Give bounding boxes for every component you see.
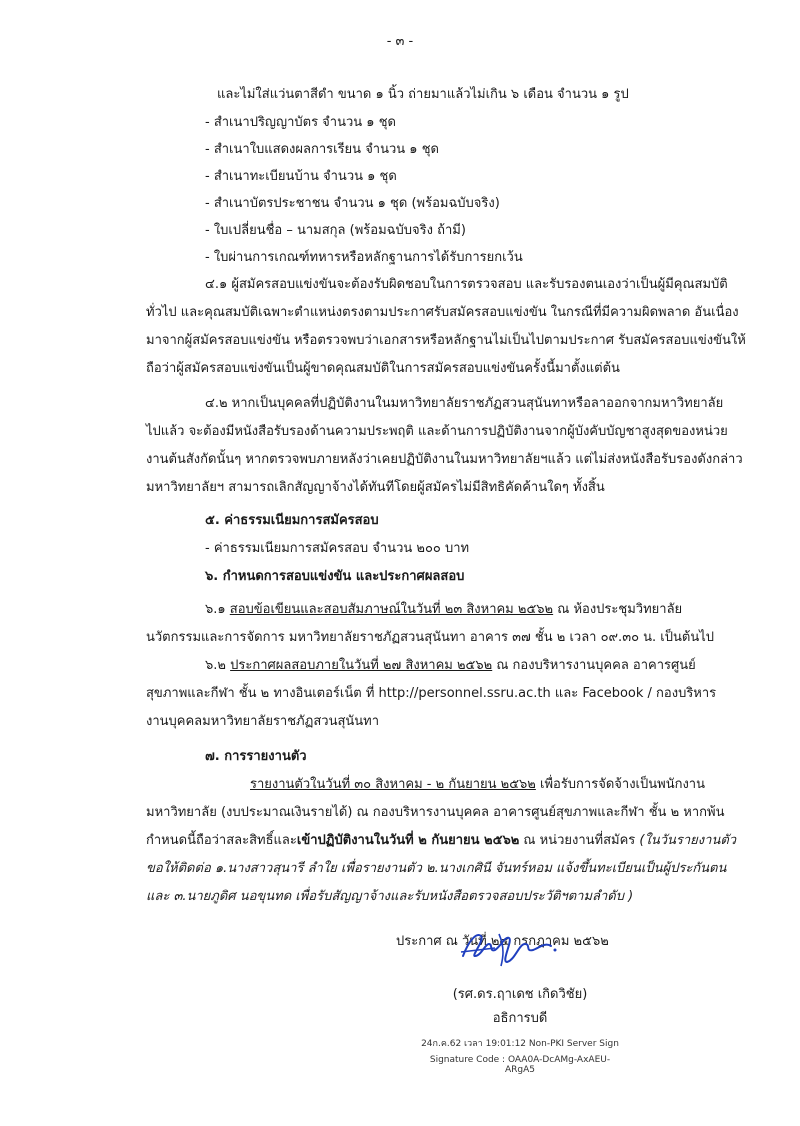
section-5-heading: ๕. ค่าธรรมเนียมการสมัครสอบ xyxy=(205,513,379,528)
para-6-2-line2: สุขภาพและกีฬา ชั้น ๒ ทางอินเตอร์เน็ต ที่ http://personnel.ssru.ac.th และ Facebook / กองบริหาร xyxy=(146,686,717,701)
para-4-2-line: งานต้นสังกัดนั้นๆ หากตรวจพบภายหลังว่าเคยปฏิบัติงานในมหาวิทยาลัยฯแล้ว แต่ไม่ส่งหนังสือรับรองดังกล่าว xyxy=(146,452,743,467)
para-4-1-line: ทั่วไป และคุณสมบัติเฉพาะตำแหน่งตรงตามประกาศรับสมัครสอบแข่งขัน ในกรณีที่มีความผิดพลาด อันเนื่อง xyxy=(146,305,739,320)
para-7-line1 xyxy=(250,775,705,795)
signer-name: (รศ.ดร.ฤาเดช เกิดวิชัย) xyxy=(452,987,588,1002)
report-note-start: (ในวันรายงานตัว xyxy=(639,833,737,848)
para-6-2-line3: งานบุคคลมหาวิทยาลัยราชภัฏสวนสุนันทา xyxy=(146,714,380,729)
report-purpose: เพื่อรับการจัดจ้างเป็นพนักงาน xyxy=(535,777,705,792)
para-4-1-line: ๔.๑ ผู้สมัครสอบแข่งขันจะต้องรับผิดชอบในการตรวจสอบ และรับรองตนเองว่าเป็นผู้มีคุณสมบัติ xyxy=(205,277,728,292)
start-work-date: เข้าปฏิบัติงานในวันที่ ๒ กันยายน ๒๕๖๒ xyxy=(296,833,520,848)
result-date: ประกาศผลสอบภายในวันที่ ๒๗ สิงหาคม ๒๕๖๒ xyxy=(230,658,493,673)
para-4-1-line: มาจากผู้สมัครสอบแข่งขัน หรือตรวจพบว่าเอกสารหรือหลักฐานไม่เป็นไปตามประกาศ รับสมัครสอบแข่งขันให้ xyxy=(146,333,746,348)
doc-item: - สำเนาทะเบียนบ้าน จำนวน ๑ ชุด xyxy=(205,169,397,184)
section-6-heading: ๖. กำหนดการสอบแข่งขัน และประกาศผลสอบ xyxy=(205,569,465,584)
doc-item: - สำเนาใบแสดงผลการเรียน จำนวน ๑ ชุด xyxy=(205,142,439,157)
para-6-2-number: ๖.๒ xyxy=(205,658,226,673)
docs-intro: และไม่ใส่แว่นตาสีดำ ขนาด ๑ นิ้ว ถ่ายมาแล้วไม่เกิน ๖ เดือน จำนวน ๑ รูป xyxy=(217,87,629,102)
doc-item: - ใบผ่านการเกณฑ์ทหารหรือหลักฐานการได้รับการยกเว้น xyxy=(205,250,523,265)
para-6-1-line1 xyxy=(205,600,682,620)
doc-item: - ใบเปลี่ยนชื่อ – นามสกุล (พร้อมฉบับจริง ถ้ามี) xyxy=(205,223,466,238)
para-6-2-line1 xyxy=(205,656,696,676)
para-4-2-line: ๔.๒ หากเป็นบุคคลที่ปฏิบัติงานในมหาวิทยาลัยราชภัฏสวนสุนันทาหรือลาออกจากมหาวิทยาลัย xyxy=(205,396,724,411)
signature-image xyxy=(455,922,565,970)
para-6-1-number: ๖.๑ xyxy=(205,602,226,617)
announce-date: ประกาศ ณ วันที่ ๒๔ กรกฎาคม ๒๕๖๒ xyxy=(396,934,609,949)
para-4-2-line: มหาวิทยาลัยฯ สามารถเลิกสัญญาจ้างได้ทันทีโดยผู้สมัครไม่มีสิทธิคัดค้านใดๆ ทั้งสิ้น xyxy=(146,480,605,495)
section-7-heading: ๗. การรายงานตัว xyxy=(205,749,307,764)
para-7-line3 xyxy=(146,831,736,851)
para-4-2-line: ไปแล้ว จะต้องมีหนังสือรับรองด้านความประพฤติ และด้านการปฏิบัติงานจากผู้บังคับบัญชาสูงสุดของหน่วย xyxy=(146,424,728,439)
para-6-1-line2: นวัตกรรมและการจัดการ มหาวิทยาลัยราชภัฏสวนสุนันทา อาคาร ๓๗ ชั้น ๒ เวลา ๐๙.๓๐ น. เป็นต้นไป xyxy=(146,630,714,645)
unit-text: ณ หน่วยงานที่สมัคร xyxy=(519,833,640,848)
result-venue: ณ กองบริหารงานบุคคล อาคารศูนย์ xyxy=(492,658,696,673)
para-7-line2: มหาวิทยาลัย (งบประมาณเงินรายได้) ณ กองบริหารงานบุคคล อาคารศูนย์สุขภาพและกีฬา ชั้น ๒ หากพ้น xyxy=(146,805,725,820)
exam-date: สอบข้อเขียนและสอบสัมภาษณ์ในวันที่ ๒๓ สิงหาคม ๒๕๖๒ xyxy=(229,602,554,617)
doc-item: - สำเนาปริญญาบัตร จำนวน ๑ ชุด xyxy=(205,115,396,130)
exam-venue: ณ ห้องประชุมวิทยาลัย xyxy=(553,602,683,617)
fee-item: - ค่าธรรมเนียมการสมัครสอบ จำนวน ๒๐๐ บาท xyxy=(205,541,470,556)
para-7-line4: ขอให้ติดต่อ ๑.นางสาวสุนารี ลำใย เพื่อรายงานตัว ๒.นางเกศินี จันทร์หอม แจ้งขึ้นทะเบียนเป็นผู้ประกันตน xyxy=(146,861,727,876)
doc-item: - สำเนาบัตรประชาชน จำนวน ๑ ชุด (พร้อมฉบับจริง) xyxy=(205,196,500,211)
para-4-1-line: ถือว่าผู้สมัครสอบแข่งขันเป็นผู้ขาดคุณสมบัติในการสมัครสอบแข่งขันครั้งนี้มาตั้งแต่ต้น xyxy=(146,361,620,376)
page-number: - ๓ - xyxy=(386,34,414,49)
signer-title: อธิการบดี xyxy=(492,1011,548,1026)
report-date: รายงานตัวในวันที่ ๓๐ สิงหาคม - ๒ กันยายน ๒๕๖๒ xyxy=(250,777,536,792)
signature-code: Signature Code : OAA0A-DcAMg-AxAEU-ARgA5 xyxy=(429,1055,611,1075)
para-7-line5: และ ๓.นายภูดิศ นอขุนทด เพื่อรับสัญญาจ้างและรับหนังสือตรวจสอบประวัติฯตามลำดับ ) xyxy=(146,889,634,904)
forfeit-text: กำหนดนี้ถือว่าสละสิทธิ์และ xyxy=(146,833,297,848)
esign-info: 24ก.ค.62 เวลา 19:01:12 Non-PKI Server Sign xyxy=(421,1039,619,1049)
